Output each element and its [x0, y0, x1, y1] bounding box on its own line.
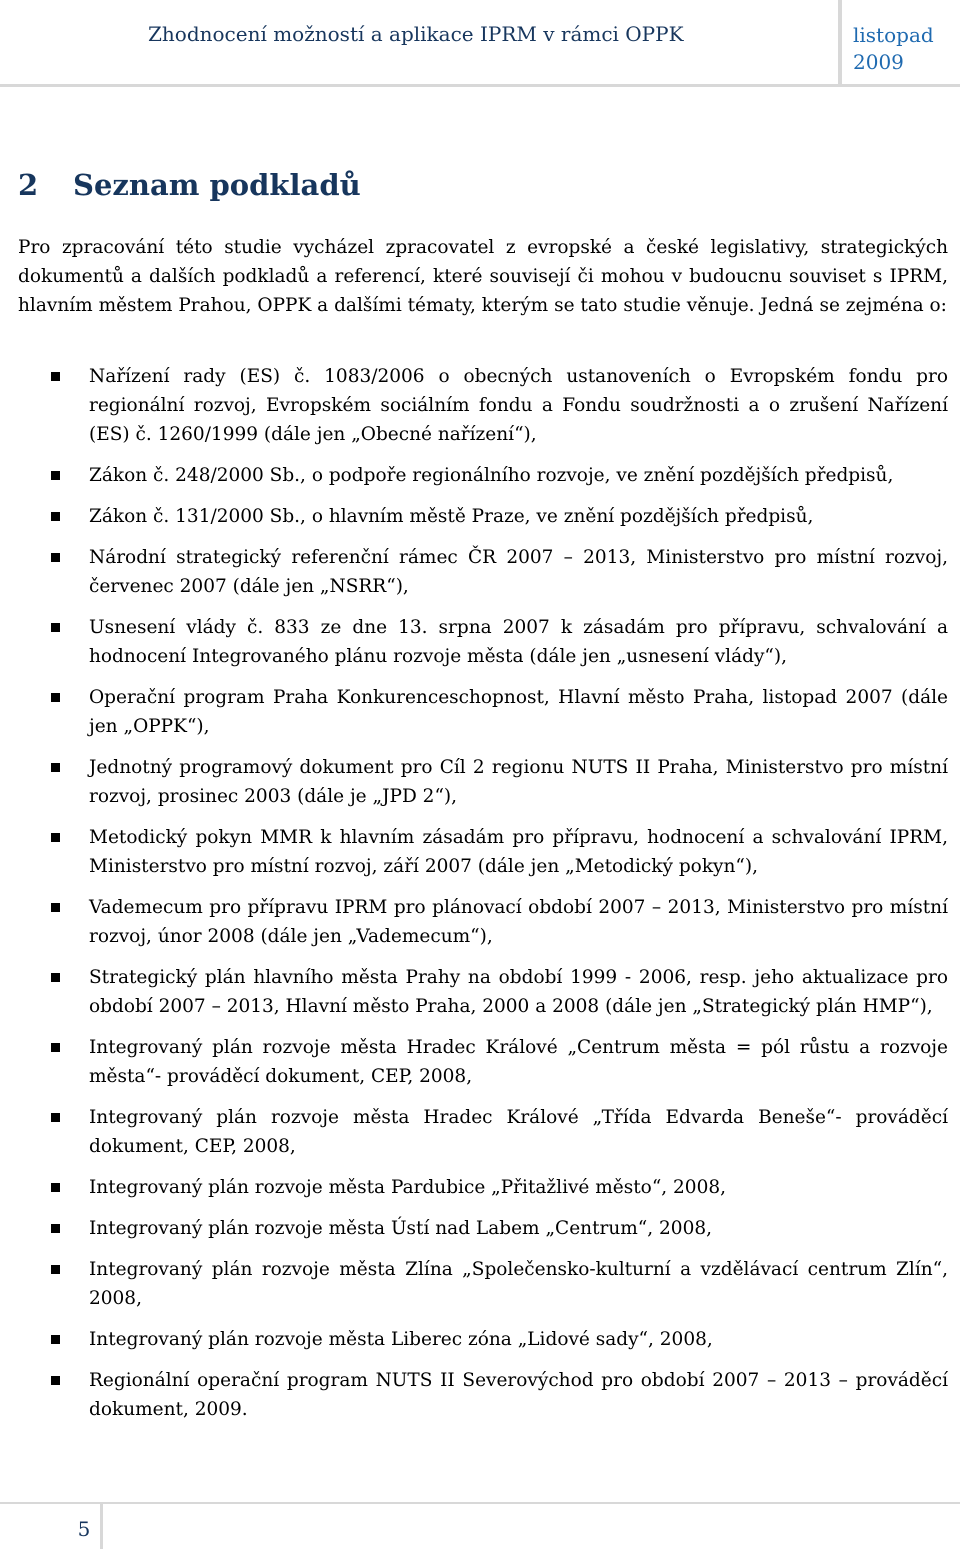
header-rule — [0, 84, 960, 87]
list-item-text: Nařízení rady (ES) č. 1083/2006 o obecných ustanoveních o Evropském fondu pro regionální rozvoj, Evropském sociálním fondu a Fondu soudržnosti a o zrušení Nařízení (ES) č. 1260/1999 (dále jen „Obecné nařízení“), — [89, 366, 948, 445]
square-bullet-icon — [51, 693, 60, 702]
list-item-text: Zákon č. 131/2000 Sb., o hlavním městě Praze, ve znění pozdějších předpisů, — [89, 506, 814, 527]
square-bullet-icon — [51, 1113, 60, 1122]
square-bullet-icon — [51, 1265, 60, 1274]
square-bullet-icon — [51, 372, 60, 381]
square-bullet-icon — [51, 1043, 60, 1052]
square-bullet-icon — [51, 471, 60, 480]
footer-divider — [100, 1504, 103, 1549]
list-item-text: Integrovaný plán rozvoje města Liberec zóna „Lidové sady“, 2008, — [89, 1329, 713, 1350]
section-number: 2 — [18, 168, 39, 202]
list-item — [0, 1214, 960, 1243]
header-divider — [838, 0, 842, 86]
document-title: Zhodnocení možností a aplikace IPRM v rámci OPPK — [148, 22, 684, 46]
section-heading — [18, 168, 361, 202]
list-item — [0, 461, 960, 490]
list-item-text: Zákon č. 248/2000 Sb., o podpoře regionálního rozvoje, ve znění pozdějších předpisů, — [89, 465, 894, 486]
page-header — [0, 0, 960, 90]
square-bullet-icon — [51, 903, 60, 912]
list-item-text: Metodický pokyn MMR k hlavním zásadám pro přípravu, hodnocení a schvalování IPRM, Ministerstvo pro místní rozvoj, září 2007 (dále jen „Metodický pokyn“), — [89, 827, 948, 877]
list-item-text: Strategický plán hlavního města Prahy na období 1999 - 2006, resp. jeho aktualizace pro období 2007 – 2013, Hlavní město Praha, 2000 a 2008 (dále jen „Strategický plán HMP“), — [89, 967, 948, 1017]
list-item-text: Národní strategický referenční rámec ČR 2007 – 2013, Ministerstvo pro místní rozvoj, červenec 2007 (dále jen „NSRR“), — [89, 547, 948, 597]
list-item — [0, 362, 960, 449]
square-bullet-icon — [51, 973, 60, 982]
list-item — [0, 1033, 960, 1091]
square-bullet-icon — [51, 1183, 60, 1192]
list-item — [0, 502, 960, 531]
square-bullet-icon — [51, 1224, 60, 1233]
list-item-text: Regionální operační program NUTS II Severovýchod pro období 2007 – 2013 – prováděcí dokument, 2009. — [89, 1370, 948, 1420]
list-item-text: Integrovaný plán rozvoje města Ústí nad Labem „Centrum“, 2008, — [89, 1218, 712, 1239]
list-item-text: Integrovaný plán rozvoje města Pardubice „Přitažlivé město“, 2008, — [89, 1177, 727, 1198]
sources-list — [0, 362, 960, 1436]
square-bullet-icon — [51, 553, 60, 562]
square-bullet-icon — [51, 833, 60, 842]
list-item — [0, 613, 960, 671]
footer-rule — [0, 1502, 960, 1504]
list-item-text: Integrovaný plán rozvoje města Hradec Králové „Centrum města = pól růstu a rozvoje města“- prováděcí dokument, CEP, 2008, — [89, 1037, 948, 1087]
date-year: 2009 — [853, 50, 904, 74]
section-title: Seznam podkladů — [73, 168, 361, 202]
square-bullet-icon — [51, 512, 60, 521]
list-item-text: Integrovaný plán rozvoje města Zlína „Společensko-kulturní a vzdělávací centrum Zlín“, 2008, — [89, 1259, 948, 1309]
square-bullet-icon — [51, 1376, 60, 1385]
square-bullet-icon — [51, 623, 60, 632]
list-item — [0, 543, 960, 601]
square-bullet-icon — [51, 763, 60, 772]
list-item — [0, 893, 960, 951]
square-bullet-icon — [51, 1335, 60, 1344]
list-item-text: Vademecum pro přípravu IPRM pro plánovací období 2007 – 2013, Ministerstvo pro místní rozvoj, únor 2008 (dále jen „Vademecum“), — [89, 897, 948, 947]
document-date — [853, 22, 953, 76]
list-item-text: Usnesení vlády č. 833 ze dne 13. srpna 2007 k zásadám pro přípravu, schvalování a hodnocení Integrovaného plánu rozvoje města (dále jen „usnesení vlády“), — [89, 617, 948, 667]
list-item — [0, 1366, 960, 1424]
list-item — [0, 1325, 960, 1354]
list-item-text: Jednotný programový dokument pro Cíl 2 regionu NUTS II Praha, Ministerstvo pro místní rozvoj, prosinec 2003 (dále je „JPD 2“), — [89, 757, 948, 807]
list-item — [0, 1255, 960, 1313]
page-number: 5 — [77, 1517, 91, 1541]
list-item-text: Integrovaný plán rozvoje města Hradec Králové „Třída Edvarda Beneše“- prováděcí dokument, CEP, 2008, — [89, 1107, 948, 1157]
list-item — [0, 683, 960, 741]
intro-paragraph: Pro zpracování této studie vycházel zpracovatel z evropské a české legislativy, strategických dokumentů a dalších podkladů a referencí, které souvisejí či mohou v budoucnu souviset s IPRM, hlavním městem Prahou, OPPK a dalšími tématy, kterým se tato studie věnuje. Jedná se zejména o: — [18, 237, 948, 316]
list-item — [0, 753, 960, 811]
date-month: listopad — [853, 23, 934, 47]
list-item — [0, 1173, 960, 1202]
list-item — [0, 963, 960, 1021]
list-item — [0, 1103, 960, 1161]
list-item-text: Operační program Praha Konkurenceschopnost, Hlavní město Praha, listopad 2007 (dále jen „OPPK“), — [89, 687, 948, 737]
list-item — [0, 823, 960, 881]
